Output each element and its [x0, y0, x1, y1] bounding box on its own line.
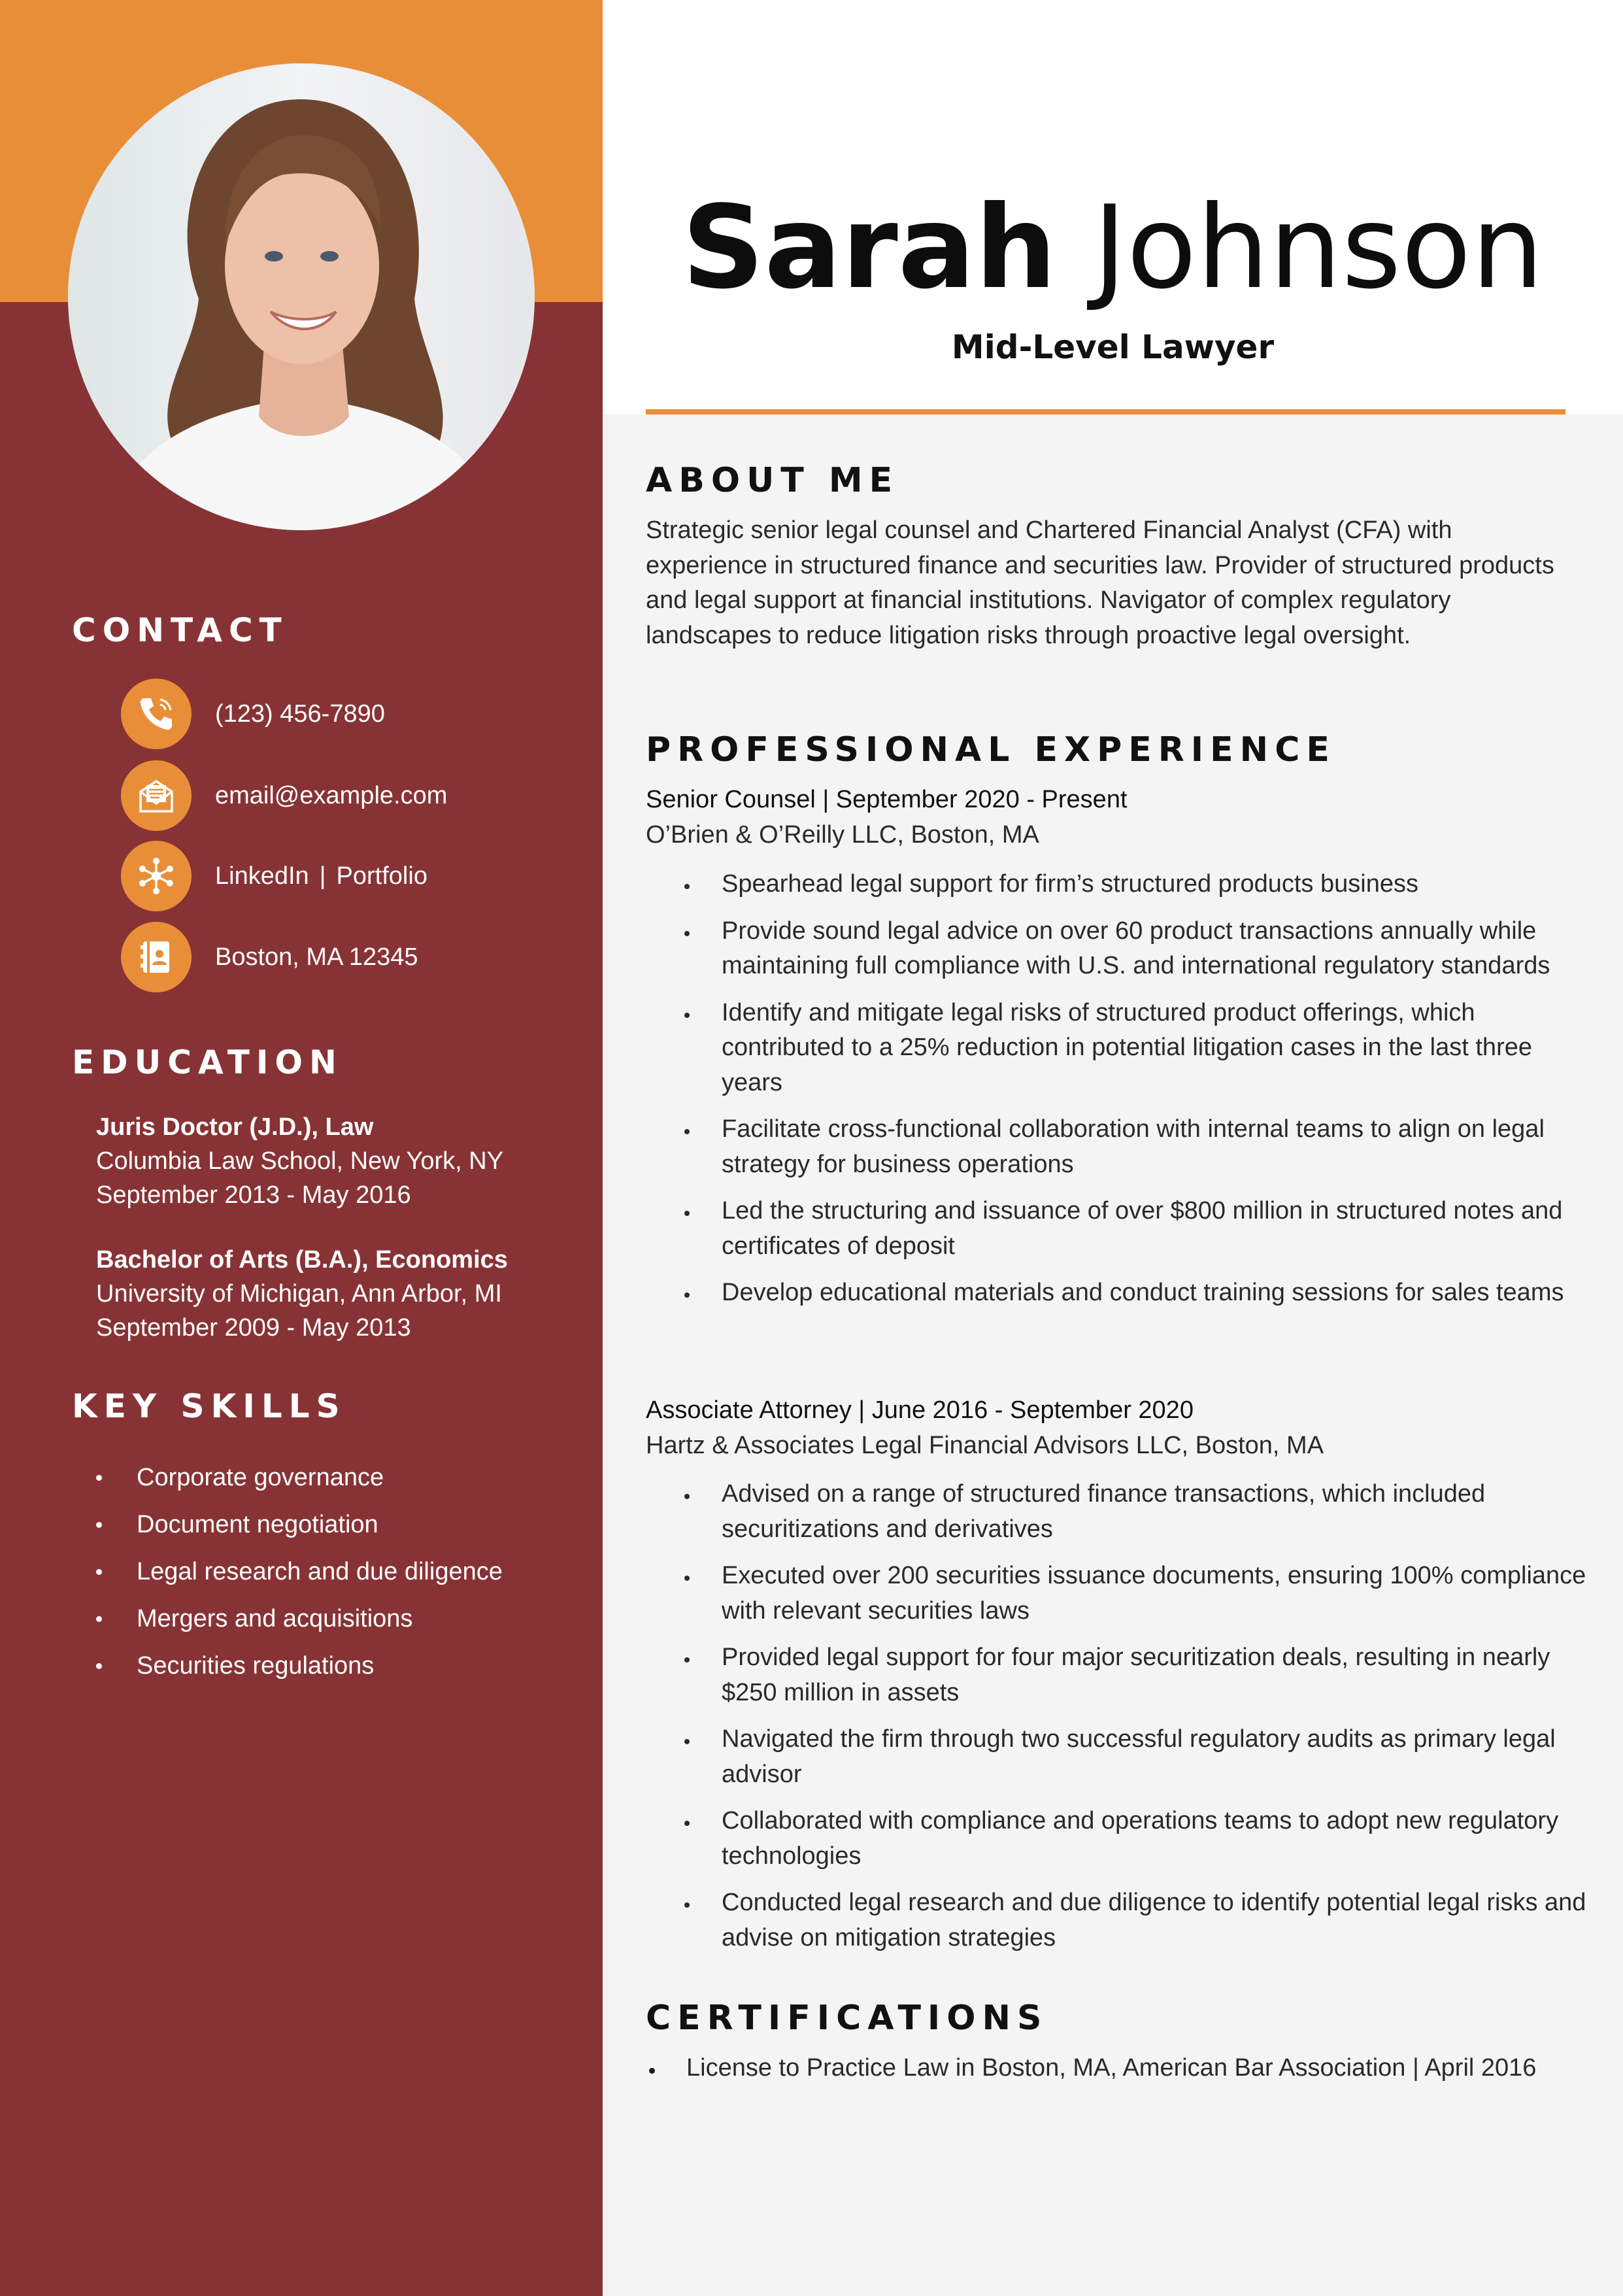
about-text: Strategic senior legal counsel and Chartered Financial Analyst (CFA) with experience in structured finance and securities law. Provider of structured products and legal support at financial institutions. Navigator of complex regulatory landscapes to reduce litigation risks through proactive legal oversight.	[646, 516, 1554, 649]
skill-item: Legal research and due diligence	[96, 1548, 503, 1595]
bullet-item: Identify and mitigate legal risks of structured product offerings, which contributed to a 25% reduction in potential litigation cases in the last three years	[722, 996, 1591, 1101]
school-name: University of Michigan, Ann Arbor, MI	[96, 1280, 502, 1308]
contact-email	[121, 760, 447, 831]
certification-item: License to Practice Law in Boston, MA, American Bar Association | April 2016	[686, 2051, 1556, 2086]
phone-number: (123) 456-7890	[215, 700, 385, 728]
skill-item: Securities regulations	[96, 1642, 503, 1689]
bullet-item: Led the structuring and issuance of over $800 million in structured notes and certificates of deposit	[722, 1194, 1591, 1264]
linkedin-link[interactable]: LinkedIn	[215, 862, 309, 890]
phone-icon	[121, 679, 192, 749]
school-name: Columbia Law School, New York, NY	[96, 1147, 504, 1175]
contact-card-icon	[121, 922, 192, 992]
skills-list	[96, 1454, 503, 1689]
first-name: Sarah	[682, 182, 1057, 314]
education-entry	[96, 1243, 508, 1345]
portfolio-link[interactable]: Portfolio	[336, 862, 427, 890]
education-dates: September 2013 - May 2016	[96, 1181, 411, 1209]
network-icon	[121, 841, 192, 911]
education-heading: EDUCATION	[72, 1043, 343, 1081]
company-line: Hartz & Associates Legal Financial Advisors LLC, Boston, MA	[646, 1432, 1324, 1459]
degree-title: Bachelor of Arts (B.A.), Economics	[96, 1246, 508, 1274]
bullet-item: Navigated the firm through two successful regulatory audits as primary legal advisor	[722, 1722, 1591, 1792]
contact-links	[121, 841, 427, 911]
candidate-name	[603, 182, 1623, 314]
bullet-item: Conducted legal research and due diligence to identify potential legal risks and advise on mitigation strategies	[722, 1885, 1591, 1955]
header-divider	[646, 409, 1565, 414]
education-entry	[96, 1110, 503, 1212]
envelope-icon	[121, 760, 192, 831]
about-heading: ABOUT ME	[646, 461, 899, 500]
key-skills-heading: KEY SKILLS	[72, 1387, 346, 1425]
bullet-item: Spearhead legal support for firm’s structured products business	[722, 867, 1591, 902]
certifications-heading: CERTIFICATIONS	[646, 1999, 1048, 2038]
bullet-item: Provided legal support for four major securitization deals, resulting in nearly $250 million in assets	[722, 1640, 1591, 1710]
bullet-item: Provide sound legal advice on over 60 product transactions annually while maintaining full compliance with U.S. and international regulatory standards	[722, 914, 1591, 984]
address-text: Boston, MA 12345	[215, 943, 418, 971]
link-separator: |	[319, 862, 326, 890]
last-name: Johnson	[1093, 182, 1544, 314]
contact-address	[121, 922, 418, 992]
contact-heading: CONTACT	[72, 611, 288, 649]
bullet-item: Develop educational materials and conduct training sessions for sales teams	[722, 1275, 1591, 1311]
contact-links-text	[215, 862, 427, 890]
certifications-list	[686, 2051, 1556, 2086]
skill-item: Corporate governance	[96, 1454, 503, 1501]
job-bullets	[722, 1477, 1591, 1955]
experience-heading: PROFESSIONAL EXPERIENCE	[646, 730, 1336, 769]
bullet-item: Collaborated with compliance and operations teams to adopt new regulatory technologies	[722, 1804, 1591, 1874]
job-title-line: Associate Attorney | June 2016 - September 2020	[646, 1396, 1194, 1424]
skill-item: Document negotiation	[96, 1501, 503, 1548]
degree-title: Juris Doctor (J.D.), Law	[96, 1113, 374, 1141]
job-title-line: Senior Counsel | September 2020 - Present	[646, 786, 1128, 813]
contact-phone	[121, 679, 385, 749]
company-line: O’Brien & O’Reilly LLC, Boston, MA	[646, 821, 1039, 849]
bullet-item: Executed over 200 securities issuance documents, ensuring 100% compliance with relevant securities laws	[722, 1559, 1591, 1629]
bullet-item: Advised on a range of structured finance transactions, which included securitizations and derivatives	[722, 1477, 1591, 1547]
profile-photo	[68, 63, 535, 530]
job-title: Mid-Level Lawyer	[951, 328, 1275, 366]
skill-item: Mergers and acquisitions	[96, 1595, 503, 1642]
job-bullets	[722, 867, 1591, 1311]
education-dates: September 2009 - May 2013	[96, 1314, 411, 1342]
bullet-item: Facilitate cross-functional collaboration with internal teams to align on legal strategy for business operations	[722, 1112, 1591, 1182]
email-link[interactable]: email@example.com	[215, 781, 448, 809]
